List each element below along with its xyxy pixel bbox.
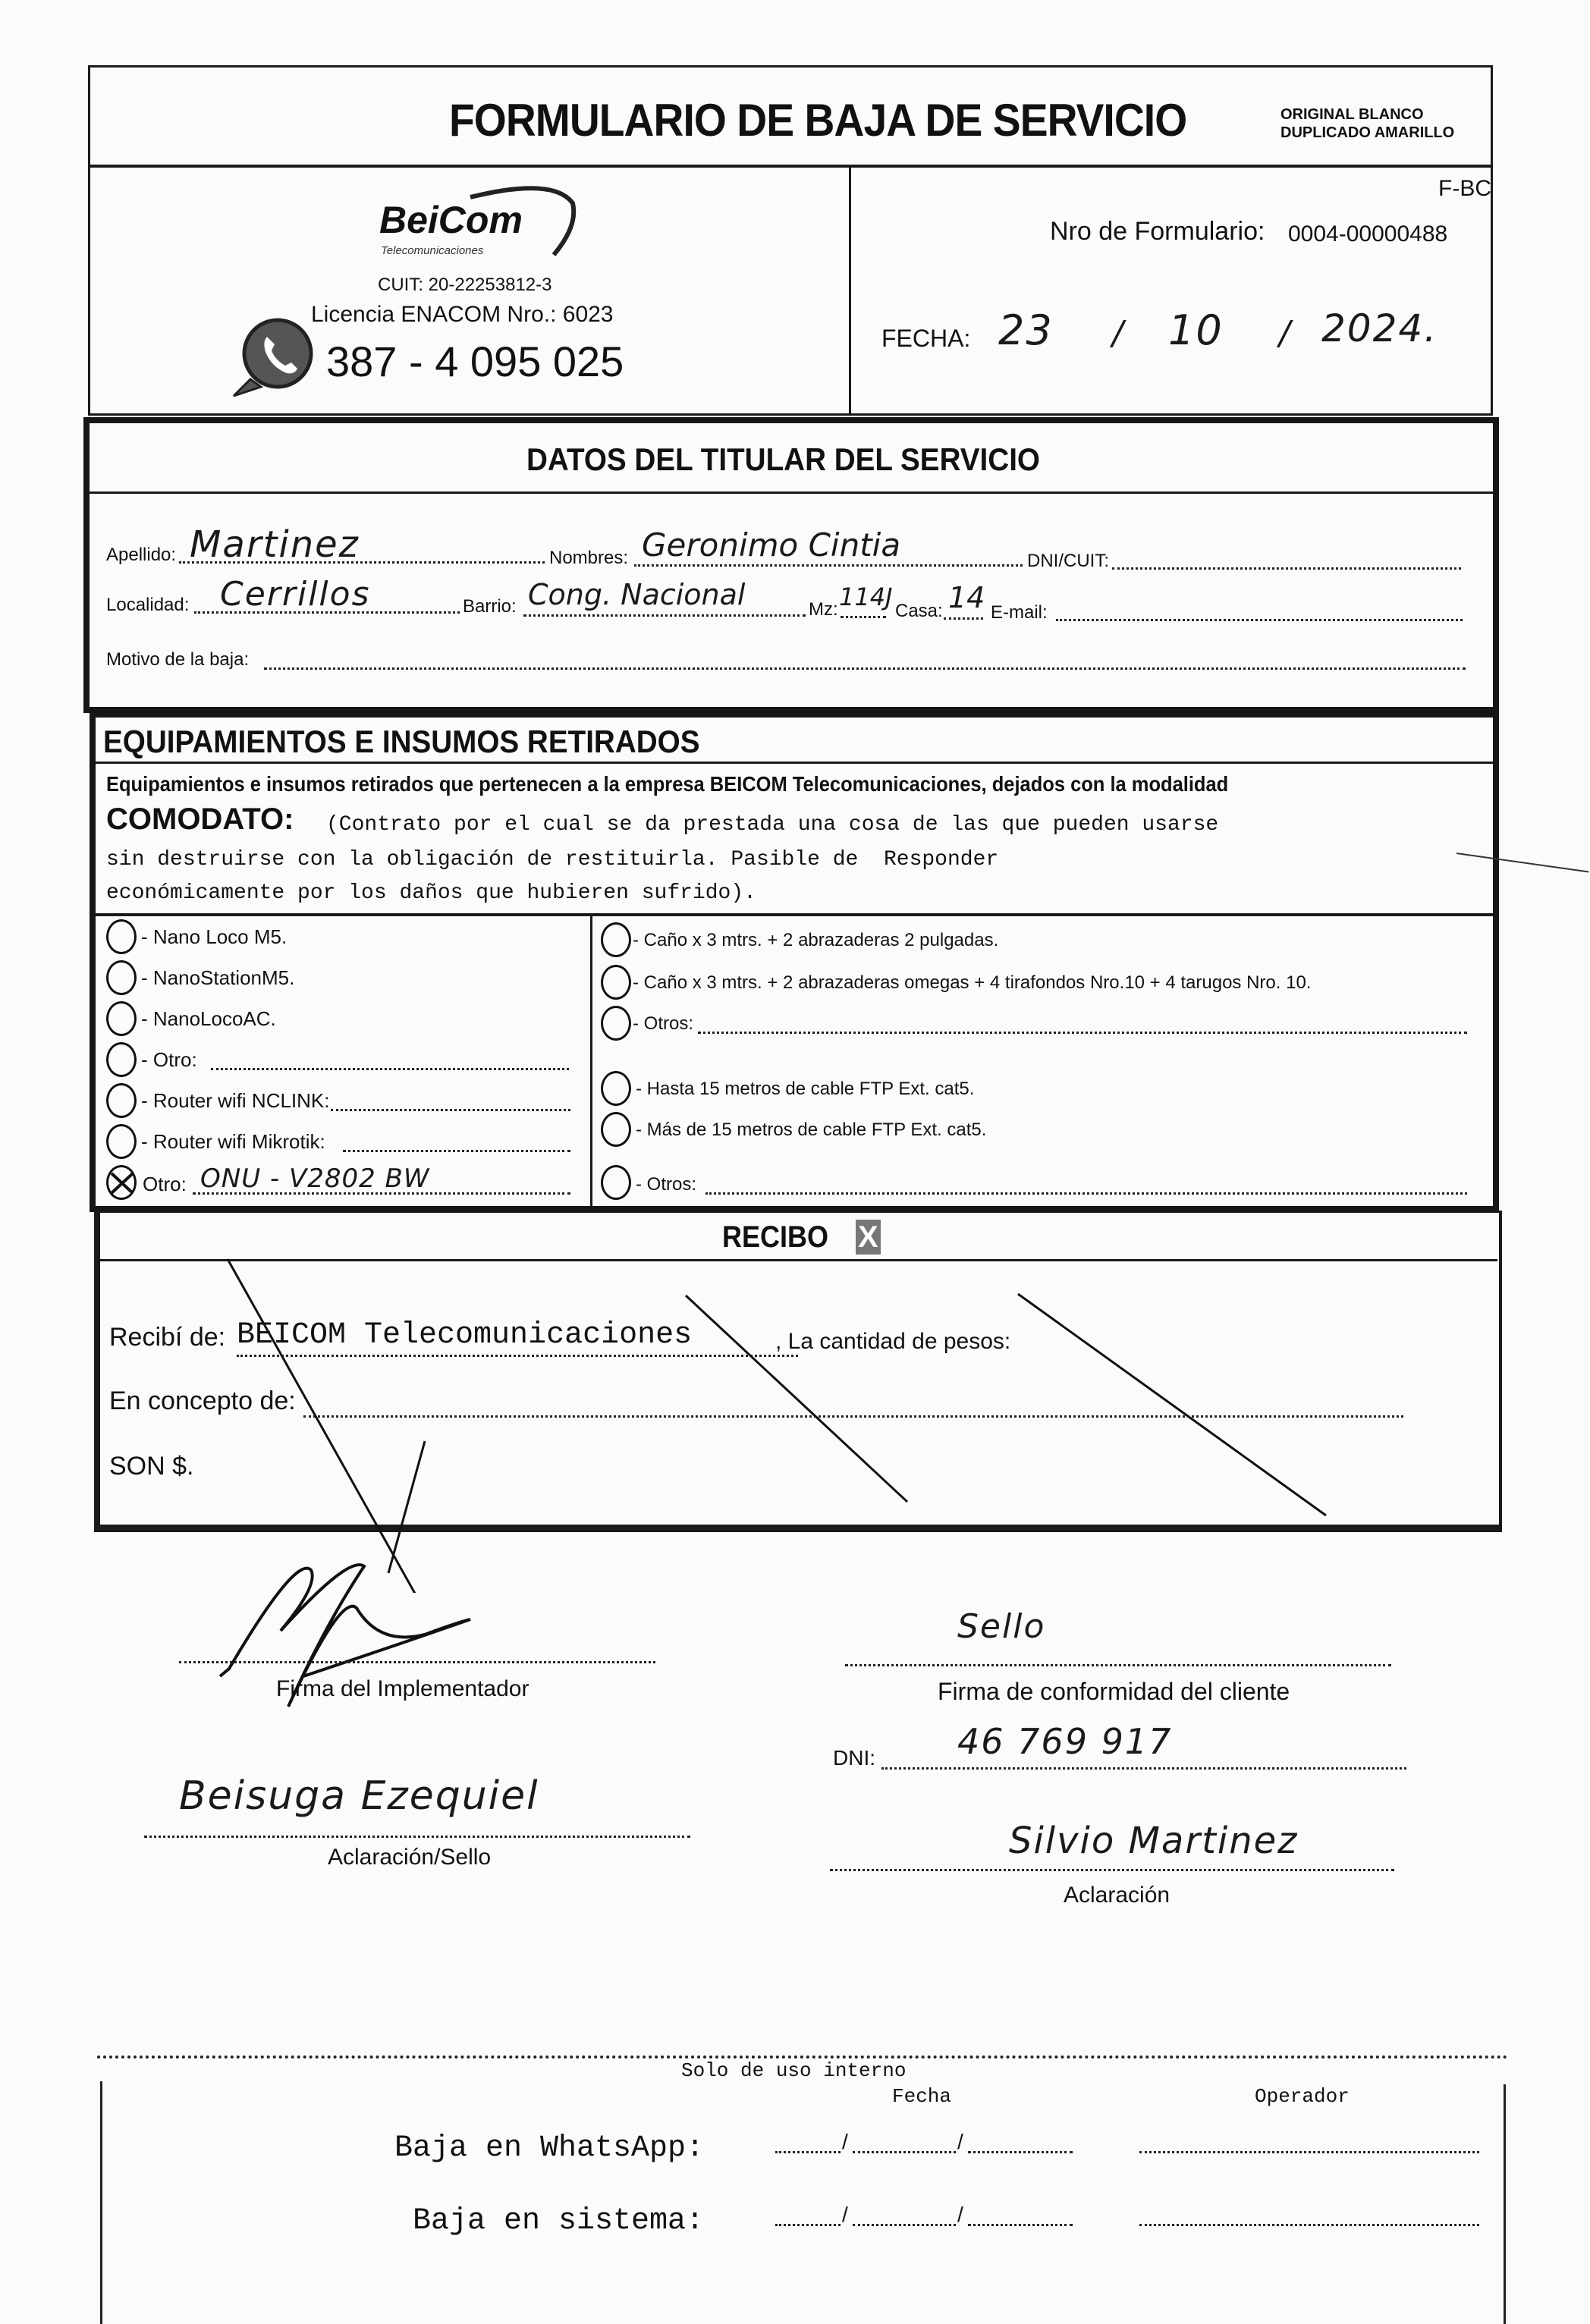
comodato-line-3: económicamente por los daños que hubieren sufrido). — [106, 881, 756, 905]
item-label: - Más de 15 metros de cable FTP Ext. cat5. — [636, 1120, 987, 1140]
apellido-value: Martinez — [190, 523, 360, 566]
concepto-label: En concepto de: — [109, 1387, 296, 1415]
form-number-label: Nro de Formulario: — [1050, 217, 1265, 246]
item-label: - NanoLocoAC. — [141, 1007, 276, 1030]
date-month: 10 — [1168, 306, 1224, 354]
form-code: F-BC — [1438, 176, 1491, 201]
strike-line-4 — [1018, 1294, 1326, 1515]
client-signature-line[interactable] — [845, 1664, 1391, 1666]
company-phone: 387 - 4 095 025 — [326, 338, 624, 385]
barrio-value: Cong. Nacional — [528, 578, 746, 611]
recibi-value: BEICOM Telecomunicaciones — [237, 1318, 693, 1352]
internal-right-border — [1504, 2084, 1506, 2324]
internal-left-border — [100, 2081, 102, 2324]
internal-col-operador: Operador — [1255, 2085, 1350, 2108]
form-number-value: 0004-00000488 — [1288, 221, 1448, 247]
item-label: - NanoStationM5. — [141, 966, 295, 989]
client-clarification-line[interactable] — [830, 1869, 1394, 1871]
comodato-label: COMODATO: — [106, 802, 294, 836]
email-label: E-mail: — [991, 602, 1048, 623]
implementer-signature — [205, 1562, 584, 1729]
implementer-clarification-line[interactable] — [144, 1836, 690, 1838]
dni-cuit-label: DNI/CUIT: — [1027, 551, 1109, 571]
copy-note-duplicate: DUPLICADO AMARILLO — [1280, 124, 1455, 141]
internal-col-fecha: Fecha — [892, 2085, 952, 2108]
date-sep: / — [957, 2203, 963, 2226]
equipment-section-title: EQUIPAMIENTOS E INSUMOS RETIRADOS — [103, 724, 700, 759]
barrio-label: Barrio: — [463, 596, 517, 617]
whatsapp-operador-field[interactable] — [1139, 2151, 1479, 2153]
sistema-date-day[interactable] — [775, 2224, 841, 2226]
client-clarification-value: Silvio Martinez — [1009, 1820, 1299, 1862]
copy-note-original: ORIGINAL BLANCO — [1280, 106, 1424, 123]
implementer-signature-line[interactable] — [179, 1661, 655, 1663]
item-label: - Caño x 3 mtrs. + 2 abrazaderas 2 pulgadas. — [633, 930, 999, 950]
implementer-clarification-value: Beisuga Ezequiel — [179, 1773, 539, 1819]
whatsapp-date-month[interactable] — [853, 2151, 956, 2153]
nombres-value: Geronimo Cintia — [642, 526, 901, 564]
client-dni-value: 46 769 917 — [957, 1721, 1173, 1762]
date-sep-2: / — [1279, 314, 1292, 353]
comodato-line-1: (Contrato por el cual se da prestada una cosa de las que pueden usarse — [326, 813, 1219, 837]
company-cuit: CUIT: 20-22253812-3 — [378, 275, 552, 295]
logo-name: BeiCom — [379, 199, 523, 241]
apellido-label: Apellido: — [106, 545, 177, 565]
logo-subtitle: Telecomunicaciones — [381, 244, 484, 257]
titular-section-title: DATOS DEL TITULAR DEL SERVICIO — [526, 441, 1041, 477]
sistema-date-year[interactable] — [968, 2224, 1073, 2226]
client-signature-label: Firma de conformidad del cliente — [938, 1678, 1290, 1705]
client-clarification-label: Aclaración — [1064, 1883, 1171, 1908]
date-sep: / — [842, 2130, 848, 2153]
date-sep: / — [957, 2130, 963, 2153]
recibo-mark: X — [856, 1220, 881, 1255]
item-label: - Otros: — [633, 1013, 694, 1034]
casa-label: Casa: — [895, 601, 943, 621]
item-label: - Router wifi Mikrotik: — [141, 1130, 325, 1153]
equipment-intro: Equipamientos e insumos retirados que pertenecen a la empresa BEICOM Telecomunicaciones, dejados con la modalidad — [106, 772, 1229, 796]
implementer-signature-label: Firma del Implementador — [276, 1676, 529, 1701]
nombres-label: Nombres: — [549, 548, 629, 568]
casa-value: 14 — [948, 581, 985, 614]
comodato-line-2: sin destruirse con la obligación de restituirla. Pasible de Responder — [106, 848, 999, 872]
otro-2-value: ONU - V2802 BW — [200, 1164, 430, 1194]
strike-line-1 — [228, 1259, 425, 1593]
item-label: - Otro: — [141, 1048, 197, 1071]
mz-value: 114J — [839, 583, 893, 611]
sistema-date-month[interactable] — [853, 2224, 956, 2226]
item-label: Otro: — [143, 1173, 187, 1195]
localidad-value: Cerrillos — [220, 575, 371, 614]
whatsapp-date-year[interactable] — [968, 2151, 1073, 2153]
client-dni-field[interactable] — [881, 1767, 1406, 1770]
item-label: - Otros: — [636, 1174, 697, 1195]
whatsapp-date-day[interactable] — [775, 2151, 841, 2153]
strike-line-2 — [388, 1441, 425, 1573]
company-license: Licencia ENACOM Nro.: 6023 — [311, 302, 614, 327]
motivo-label: Motivo de la baja: — [106, 649, 250, 670]
client-signature: Sello — [957, 1607, 1046, 1646]
date-sep-1: / — [1112, 314, 1125, 353]
implementer-clarification-label: Aclaración/Sello — [328, 1845, 492, 1870]
cantidad-label: , La cantidad de pesos: — [775, 1329, 1011, 1354]
localidad-label: Localidad: — [106, 595, 190, 615]
client-dni-label: DNI: — [833, 1746, 875, 1770]
mz-label: Mz: — [809, 599, 838, 620]
item-label: - Hasta 15 metros de cable FTP Ext. cat5. — [636, 1079, 975, 1099]
item-label: - Router wifi NCLINK: — [141, 1089, 330, 1112]
item-label: - Caño x 3 mtrs. + 2 abrazaderas omegas + 4 tirafondos Nro.10 + 4 tarugos Nro. 10. — [633, 972, 1312, 993]
date-sep: / — [842, 2203, 848, 2226]
internal-title: Solo de uso interno — [681, 2059, 907, 2082]
date-label: FECHA: — [881, 325, 971, 352]
son-label: SON $. — [109, 1452, 194, 1481]
item-label: - Nano Loco M5. — [141, 925, 288, 948]
sistema-operador-field[interactable] — [1139, 2224, 1479, 2226]
date-day: 23 — [998, 306, 1054, 354]
date-year: 2024. — [1321, 306, 1438, 350]
internal-row-label: Baja en WhatsApp: — [394, 2131, 705, 2165]
recibo-title: RECIBO — [722, 1220, 829, 1254]
strike-line-3 — [686, 1295, 907, 1502]
recibi-label: Recibí de: — [109, 1323, 226, 1352]
internal-row-label: Baja en sistema: — [413, 2204, 705, 2238]
form-title: FORMULARIO DE BAJA DE SERVICIO — [449, 95, 1187, 146]
